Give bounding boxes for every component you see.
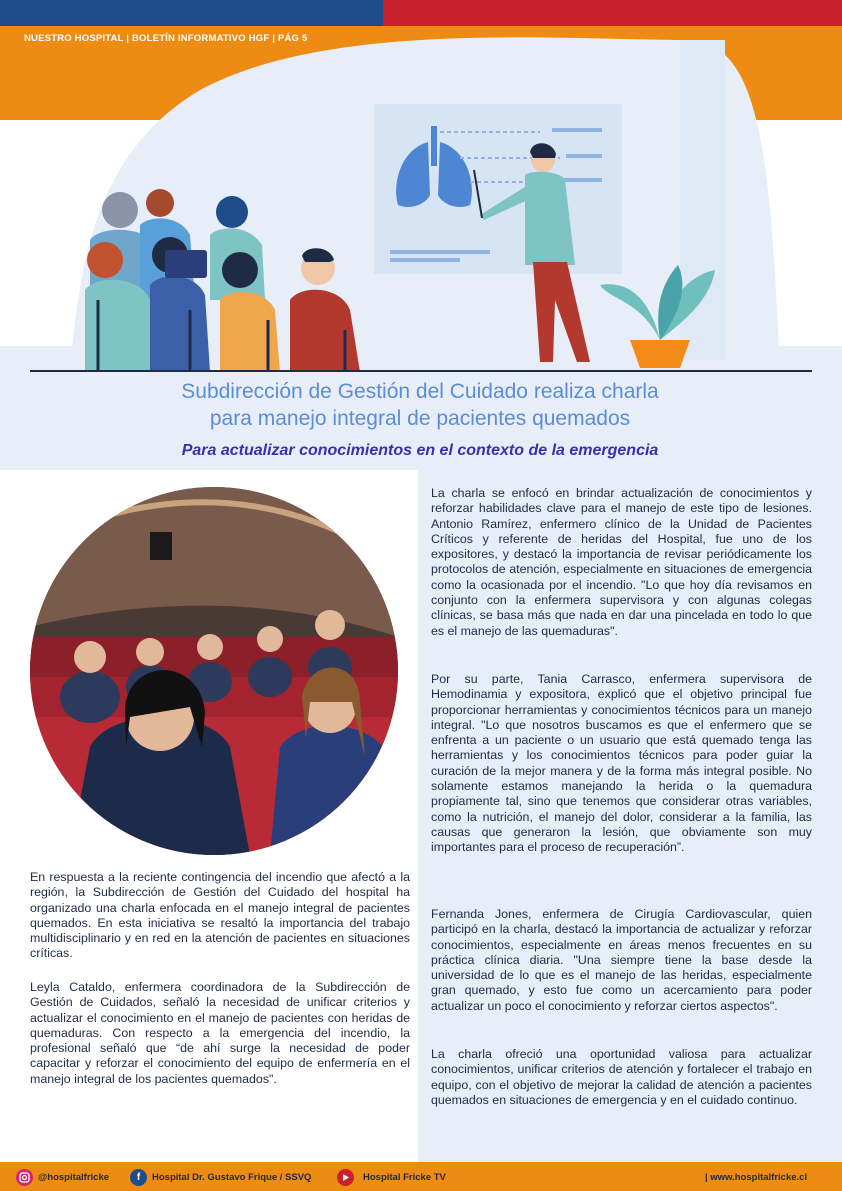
youtube-link[interactable] [337, 1168, 446, 1186]
instagram-link[interactable] [16, 1168, 109, 1186]
article-title-line2: para manejo integral de pacientes quemados [209, 407, 631, 430]
instagram-icon [16, 1169, 33, 1186]
right-paragraph-2: Por su parte, Tania Carrasco, enfermera supervisora de Hemodinamia y expositora, explicó que el objetivo principal fue proporcionar herramientas y conocimientos técnicos para un manejo integral. "Lo que nosotros buscamos es que el enfermero que se enfrenta a un paciente o un usuario que está quemado tenga las herramientas y los conocimientos técnicos para poder guiar la curación de la mejor manera y de la forma más integral posible. No solamente estamos manejando la herida o la quemadura propiamente tal, sino que tenemos que considerar otras variables, como la nutrición, el manejo del dolor, considerar a la familia, las causas que generaron la lesión, que obviamente son muy importantes para el proceso de recuperación”. [431, 672, 812, 855]
newsletter-header: NUESTRO HOSPITAL | BOLETÍN INFORMATIVO HGF | PÁG 5 [24, 33, 308, 44]
right-paragraph-3: Fernanda Jones, enfermera de Cirugía Cardiovascular, quien participó en la charla, destacó la importancia de actualizar y reforzar conocimientos, especialmente en áreas menos frecuentes en su práctica clínica diaria. "Una siempre tiene la base desde la universidad de lo que es el manejo de las heridas, especialmente gran quemado, y esto fue como un acercamiento para poder actualizar un poco el conocimiento y reforzar ciertos aspectos". [431, 907, 812, 1013]
facebook-icon: f [130, 1169, 147, 1186]
article-title-line1: Subdirección de Gestión del Cuidado realiza charla [181, 380, 659, 403]
youtube-icon [337, 1169, 354, 1186]
youtube-channel: Hospital Fricke TV [363, 1171, 446, 1183]
instagram-handle: @hospitalfricke [38, 1171, 110, 1183]
left-paragraph-2: Leyla Cataldo, enfermera coordinadora de la Subdirección de Gestión de Cuidados, señaló la necesidad de unificar criterios y actualizar el conocimiento en el manejo de pacientes con heridas de quemaduras. Con respecto a la emergencia del incendio, la profesional señaló que “de ahí surge la necesidad de poder capacitar y reforzar el conocimiento del equipo de enfermería en el manejo integral de los pacientes quemados". [30, 980, 410, 1086]
article-subtitle: Para actualizar conocimientos en el contexto de la emergencia [181, 442, 659, 459]
top-strip-red [383, 0, 842, 26]
article-title [60, 378, 780, 432]
website-url: | www.hospitalfricke.cl [705, 1171, 808, 1183]
right-paragraph-4: La charla ofreció una oportunidad valiosa para actualizar conocimientos, unificar criterios de atención y fortalecer el trabajo en equipo, con el objetivo de mejorar la calidad de atención a pacientes quemados en situaciones de emergencia y en el cuidado continuo. [431, 1047, 812, 1107]
right-paragraph-1: La charla se enfocó en brindar actualización de conocimientos y reforzar habilidades clave para el manejo de este tipo de lesiones. Antonio Ramírez, enfermero clínico de la Unidad de Pacientes Críticos y referente de heridas del Hospital, fue uno de los expositores, y destacó la importancia de revisar periódicamente los protocolos de atención, especialmente en situaciones de emergencia como la ocasionada por el incendio. "Lo que hoy día revisamos en conjunto con la enfermera supervisora y con algunas colegas clínicas, se basa más que nada en dar una pincelada en todo lo que es el manejo de las quemaduras". [431, 486, 812, 638]
facebook-link[interactable] [130, 1168, 311, 1186]
facebook-page: Hospital Dr. Gustavo Frique / SSVQ [152, 1171, 312, 1183]
website-link[interactable] [705, 1168, 807, 1186]
event-photo [30, 487, 398, 855]
top-strip-blue [0, 0, 383, 26]
hero-illustration [0, 26, 842, 376]
left-paragraph-1: En respuesta a la reciente contingencia del incendio que afectó a la región, la Subdirección de Gestión del Cuidado del hospital ha organizado una charla enfocada en el manejo integral de pacientes quemados. En esta iniciativa se resaltó la importancia del trabajo multidisciplinario y en red en la atención de pacientes en situaciones críticas. [30, 870, 410, 961]
